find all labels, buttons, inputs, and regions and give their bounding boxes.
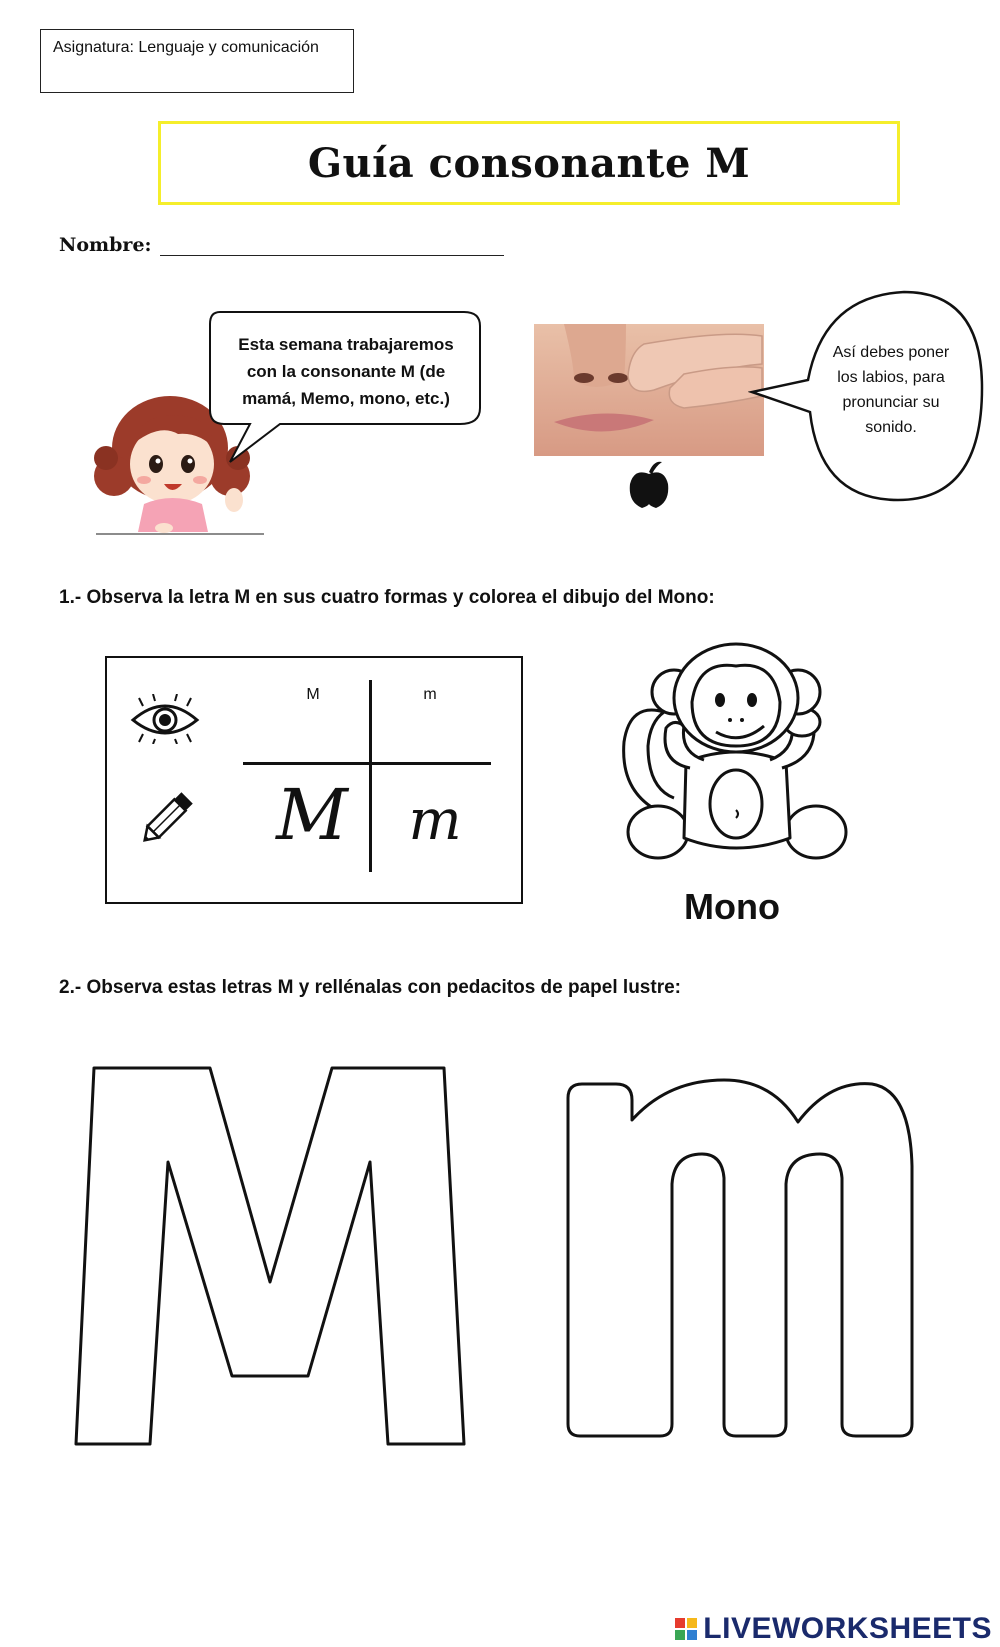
liveworksheets-brand (675, 1612, 992, 1646)
eye-icon (129, 694, 201, 744)
mouth-photo (534, 324, 764, 456)
table-divider-horizontal (243, 762, 491, 765)
mouth-bubble-text: Así debes poner los labios, para pronunciar su sonido. (832, 344, 950, 436)
script-lowercase-m: m (408, 788, 462, 853)
activity2-instruction: 2.- Observa estas letras M y rellénalas con pedacitos de papel lustre: (59, 977, 681, 998)
girl-speech-bubble (210, 311, 482, 431)
subject-box (40, 29, 354, 93)
apple-icon (626, 458, 672, 510)
print-lowercase-m: m (423, 686, 437, 703)
print-uppercase-m: M (306, 686, 320, 703)
pencil-icon (135, 784, 201, 850)
letter-forms-box (105, 656, 523, 904)
mouth-speech-bubble (808, 300, 974, 480)
liveworksheets-logo-icon (675, 1618, 697, 1640)
name-label: Nombre: (59, 234, 152, 256)
name-blank[interactable] (160, 235, 504, 256)
page-title: Guía consonante M (307, 139, 751, 187)
subject-label: Asignatura: Lenguaje y comunicación (53, 39, 319, 56)
outline-lowercase-m[interactable] (550, 1074, 920, 1446)
monkey-coloring-image (620, 642, 852, 870)
brand-text: LIVEWORKSHEETS (703, 1612, 992, 1645)
title-box (158, 121, 900, 205)
girl-bubble-text: Esta semana trabajaremos con la consonante M (de mamá, Memo, mono, etc.) (238, 334, 454, 408)
outline-uppercase-m[interactable] (70, 1060, 470, 1454)
name-field[interactable] (59, 234, 504, 256)
monkey-label: Mono (684, 886, 780, 927)
table-divider-vertical (369, 680, 372, 872)
activity1-instruction: 1.- Observa la letra M en sus cuatro formas y colorea el dibujo del Mono: (59, 587, 715, 608)
script-uppercase-m: M (276, 774, 348, 856)
